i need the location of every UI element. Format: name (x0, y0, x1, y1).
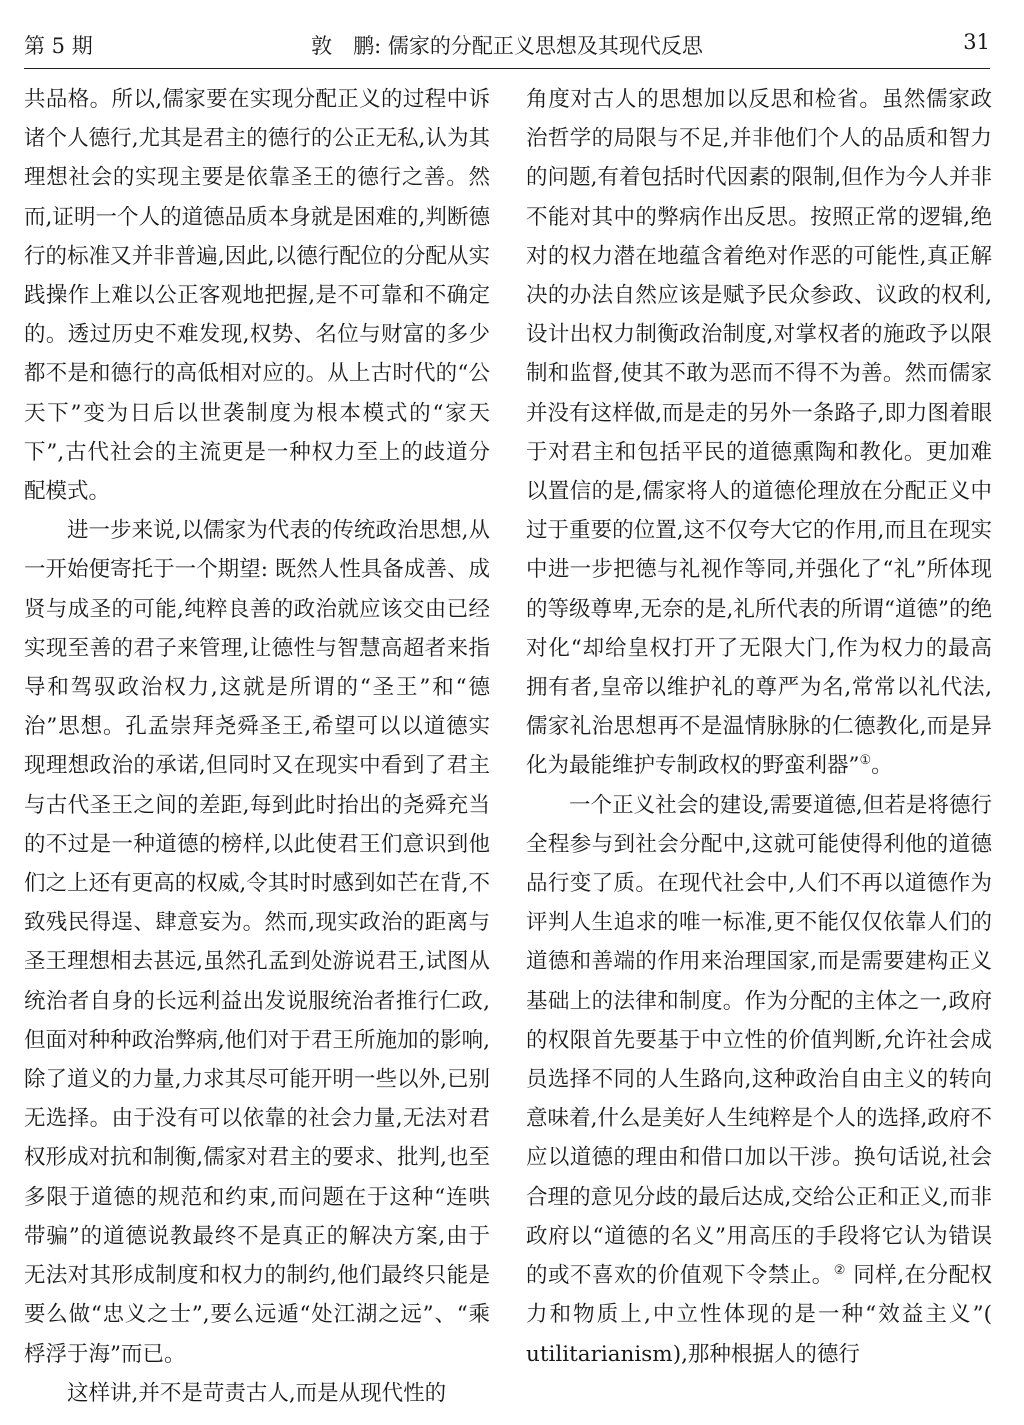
footnote-marker[interactable]: ① (859, 753, 872, 769)
paragraph-text: 。 (871, 753, 893, 779)
running-header (24, 30, 990, 69)
paragraph-text: 角度对古人的思想加以反思和检省。虽然儒家政治哲学的局限与不足,并非他们个人的品质和智力的问题,有着包括时代因素的限制,但作为今人并非不能对其中的弊病作出反思。按照正常的逻辑,绝对的权力潜在地蕴含着绝对作恶的可能性,真正解决的办法自然应该是赋予民众参政、议政的权利,设计出权力制衡政治制度,对掌权者的施政予以限制和监督,使其不敢为恶而不得不为善。然而儒家并没有这样做,而是走的另外一条路子,即力图着眼于对君主和包括平民的道德熏陶和教化。更加难以置信的是,儒家将人的道德伦理放在分配正义中过于重要的位置,这不仅夸大它的作用,而且在现实中进一步把德与礼视作等同,并强化了“礼”所体现的等级尊卑,无奈的是,礼所代表的所谓“道德”的绝对化“却给皇权打开了无限大门,作为权力的最高拥有者,皇帝以维护礼的尊严为名,常常以礼代法,儒家礼治思想再不是温情脉脉的仁德教化,而是异化为最能维护专制政权的野蛮利器” (526, 87, 992, 779)
paragraph: 共品格。所以,儒家要在实现分配正义的过程中诉诸个人德行,尤其是君主的德行的公正无私,认为其理想社会的实现主要是依靠圣王的德行之善。然而,证明一个人的道德品质本身就是困难的,判断德行的标准又并非普遍,因此,以德行配位的分配从实践操作上难以公正客观地把握,是不可靠和不确定的。透过历史不难发现,权势、名位与财富的多少都不是和德行的高低相对应的。从上古时代的“公天下”变为日后以世袭制度为根本模式的“家天下”,古代社会的主流更是一种权力至上的歧道分配模式。 (24, 87, 490, 505)
paragraph-text: 一个正义社会的建设,需要道德,但若是将德行全程参与到社会分配中,这就可能使得利他的道德品行变了质。在现代社会中,人们不再以道德作为评判人生追求的唯一标准,更不能仅仅依靠人们的道德和善端的作用来治理国家,而是需要建构正义基础上的法律和制度。作为分配的主体之一,政府的权限首先要基于中立性的价值判断,允许社会成员选择不同的人生路向,这种政治自由主义的转向意味着,什么是美好人生纯粹是个人的选择,政府不应以道德的理由和借口加以干涉。换句话说,社会合理的意见分歧的最后达成,交给公正和正义,而非政府以“道德的名义”用高压的手段将它认为错误的或不喜欢的价值观下令禁止。 (526, 792, 992, 1289)
left-column (24, 80, 490, 1413)
footnote-marker[interactable]: ② (833, 1262, 846, 1278)
paragraph: 进一步来说,以儒家为代表的传统政治思想,从一开始便寄托于一个期望: 既然人性具备成善、成贤与成圣的可能,纯粹良善的政治就应该交由已经实现至善的君子来管理,让德性与智慧高超者来指导和驾驭政治权力,这就是所谓的“圣王”和“德治”思想。孔孟崇拜尧舜圣王,希望可以以道德实现理想政治的承诺,但同时又在现实中看到了君主与古代圣王之间的差距,每到此时抬出的尧舜充当的不过是一种道德的榜样,以此使君王们意识到他们之上还有更高的权威,令其时时感到如芒在背,不致残民得逞、肆意妄为。然而,现实政治的距离与圣王理想相去甚远,虽然孔孟到处游说君王,试图从统治者自身的长远利益出发说服统治者推行仁政,但面对种种政治弊病,他们对于君王所施加的影响,除了道义的力量,力求其尽可能开明一些以外,已别无选择。由于没有可以依靠的社会力量,无法对君权形成对抗和制衡,儒家对君主的要求、批判,也至多限于道德的规范和约束,而问题在于这种“连哄带骗”的道德说教最终不是真正的解决方案,由于无法对其形成制度和权力的制约,他们最终只能是要么做“忠义之士”,要么远遁“处江湖之远”、“乘桴浮于海”而已。 (24, 518, 490, 1367)
paragraph-text: 同样,在分配权力和物质上,中立性体现的是一种“效益主义”( utilitarianism),那种根据人的德行 (526, 1263, 992, 1367)
page-number: 31 (963, 30, 990, 54)
right-column (526, 80, 992, 1374)
paragraph (526, 786, 992, 1374)
article-title: 敦 鹏: 儒家的分配正义思想及其现代反思 (311, 34, 703, 58)
paragraph: 这样讲,并不是苛责古人,而是从现代性的 (67, 1380, 447, 1406)
issue-number: 第 5 期 (24, 34, 93, 58)
paragraph (526, 80, 992, 786)
